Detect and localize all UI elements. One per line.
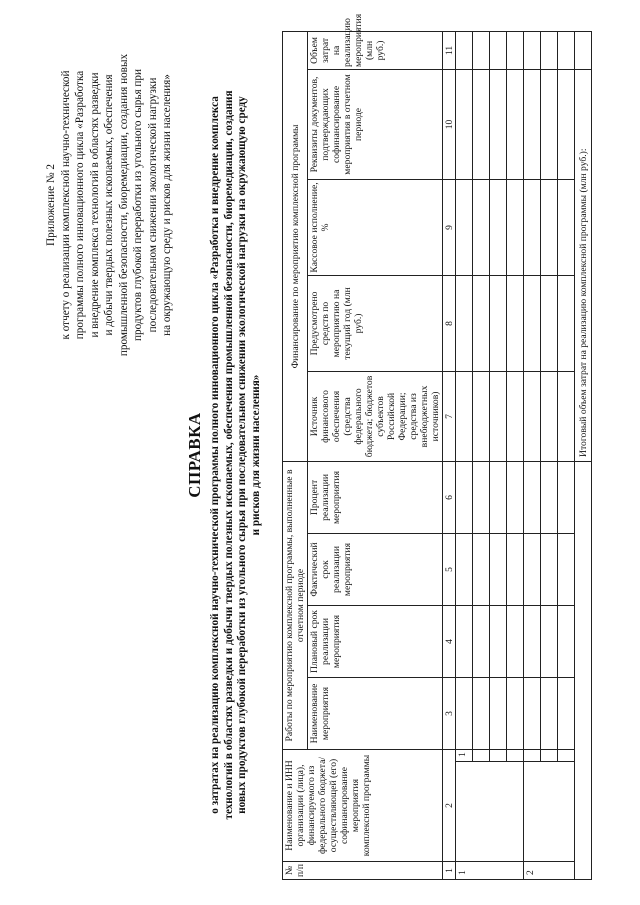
table-cell	[507, 605, 524, 677]
table-cell	[575, 461, 592, 879]
column-number: 4	[443, 605, 456, 677]
table-cell	[524, 31, 541, 69]
column-number: 11	[443, 31, 456, 69]
column-number: 7	[443, 371, 456, 461]
table-cell	[507, 179, 524, 275]
sub-row-index: 1	[456, 749, 473, 761]
table-cell	[456, 31, 473, 69]
table-cell	[507, 533, 524, 605]
table-cell	[490, 533, 507, 605]
table-cell	[541, 461, 558, 533]
table-cell	[456, 371, 473, 461]
table-cell	[541, 533, 558, 605]
table-cell	[490, 749, 507, 761]
table-cell	[558, 461, 575, 533]
appendix-line: промышленной безопасности, биоремедиации, создания новых	[117, 53, 130, 357]
table-cell	[524, 69, 541, 179]
appendix-line: последовательном снижении экологической нагрузки	[146, 77, 159, 333]
table-cell	[473, 371, 490, 461]
table-cell	[507, 371, 524, 461]
table-cell	[456, 605, 473, 677]
table-cell	[541, 749, 558, 761]
table-cell	[558, 179, 575, 275]
table-cell	[456, 461, 473, 533]
appendix-line: к отчету о реализации комплексной научно-технической	[59, 70, 72, 340]
header-event-name: Наименование мероприятия	[308, 677, 443, 749]
table-cell	[507, 677, 524, 749]
appendix-line: и добычи твердых полезных ископаемых, обеспечения	[103, 74, 115, 336]
table-cell	[507, 69, 524, 179]
column-number: 2	[443, 749, 456, 861]
table-cell	[541, 371, 558, 461]
row-index: 2	[524, 862, 575, 880]
table-cell	[490, 69, 507, 179]
table-cell	[473, 677, 490, 749]
header-num: № п/п	[283, 862, 443, 880]
table-cell	[541, 677, 558, 749]
header-actual-term: Фактический срок реализации мероприятия	[308, 533, 443, 605]
column-number: 9	[443, 179, 456, 275]
table-cell	[507, 461, 524, 533]
column-number: 6	[443, 461, 456, 533]
table-cell	[558, 31, 575, 69]
table-cell	[524, 371, 541, 461]
table-cell	[490, 275, 507, 371]
column-number: 5	[443, 533, 456, 605]
row-index: 1	[456, 862, 524, 880]
column-number: 3	[443, 677, 456, 749]
header-cash-execution: Кассовое исполнение, %	[308, 179, 443, 275]
table-cell	[456, 762, 524, 862]
table-cell	[507, 31, 524, 69]
table-cell	[456, 179, 473, 275]
header-percent: Процент реализации мероприятия	[308, 461, 443, 533]
table-cell	[541, 179, 558, 275]
header-source: Источник финансового обеспечения (средства федерального бюджета; бюджетов субъектов Российской Федерации; средства из внебюджетных источников)	[308, 371, 443, 461]
title-heading: СПРАВКА	[185, 412, 204, 498]
header-organization: Наименование и ИНН организации (лица), финансируемого из федерального бюджета/ осуществляющей (его) софинансирование мероприятия комплексной программы	[283, 749, 443, 861]
column-number: 1	[443, 862, 456, 880]
header-finance-group: Финансирование по мероприятию комплексной программы	[283, 31, 308, 461]
appendix-number: Приложение № 2	[45, 164, 57, 246]
header-planned-term: Плановый срок реализации мероприятия	[308, 605, 443, 677]
table-cell	[541, 31, 558, 69]
table-cell	[524, 749, 541, 761]
appendix-line: программы полного инновационного цикла «Разработка	[74, 70, 86, 340]
header-documents: Реквизиты документов, подтверждающих софинансирование мероприятия в отчетном периоде	[308, 69, 443, 179]
table-cell	[558, 749, 575, 761]
table-cell	[524, 275, 541, 371]
column-number: 10	[443, 69, 456, 179]
header-volume: Объем затрат на реализацию мероприятия (млн руб.)	[308, 31, 443, 69]
table-cell	[558, 371, 575, 461]
table-cell	[524, 605, 541, 677]
table-cell	[524, 461, 541, 533]
title-line: о затратах на реализацию комплексной научно-технической программы полного инновационного цикла «Разработка и внедрение комплекса	[209, 96, 221, 814]
total-label: Итоговый объем затрат на реализацию комплексной программы (млн руб.):	[575, 69, 592, 461]
table-cell	[558, 69, 575, 179]
appendix-line: на окружающую среду и рисков для жизни населения»	[161, 74, 173, 336]
table-cell	[490, 371, 507, 461]
appendix-line: продуктов глубокой переработки из угольного сырья при	[132, 69, 144, 341]
table-cell	[541, 605, 558, 677]
title-line: и рисков для жизни населения»	[249, 374, 262, 536]
title-line: технологий в областях разведки и добычи твердых полезных ископаемых, обеспечения промышленной безопасности, биоремедиации, создания	[222, 90, 235, 820]
table-cell	[558, 533, 575, 605]
table-cell	[490, 179, 507, 275]
table-cell	[456, 533, 473, 605]
table-cell	[473, 749, 490, 761]
table-cell	[541, 275, 558, 371]
table-cell	[473, 275, 490, 371]
table-cell	[473, 533, 490, 605]
table-cell	[490, 605, 507, 677]
table-cell	[456, 275, 473, 371]
table-cell	[524, 533, 541, 605]
table-cell	[490, 461, 507, 533]
expense-table	[282, 13, 592, 880]
table-cell	[507, 275, 524, 371]
table-cell	[524, 677, 541, 749]
column-number: 8	[443, 275, 456, 371]
table-cell	[456, 677, 473, 749]
title-line: новых продуктов глубокой переработки из угольного сырья при последовательном снижении экологической нагрузки на окружающую среду	[236, 96, 248, 814]
appendix-block	[44, 10, 175, 400]
table-cell	[507, 749, 524, 761]
table-cell	[524, 762, 575, 862]
table-cell	[558, 275, 575, 371]
table-cell	[473, 461, 490, 533]
header-planned-funds: Предусмотрено средств по мероприятию на текущий год (млн руб.)	[308, 275, 443, 371]
table-cell	[456, 69, 473, 179]
table-cell	[473, 31, 490, 69]
table-cell	[524, 179, 541, 275]
table-cell	[558, 605, 575, 677]
table-cell	[473, 69, 490, 179]
table-cell	[473, 179, 490, 275]
table-cell	[541, 69, 558, 179]
total-value-cell	[575, 31, 592, 69]
table-cell	[473, 605, 490, 677]
table-cell	[490, 31, 507, 69]
appendix-line: и внедрение комплекса технологий в областях разведки	[88, 72, 101, 338]
table-cell	[558, 677, 575, 749]
header-works-group: Работы по мероприятию комплексной программы, выполненные в отчетном периоде	[283, 461, 308, 749]
document-title	[185, 75, 263, 835]
table-cell	[490, 677, 507, 749]
